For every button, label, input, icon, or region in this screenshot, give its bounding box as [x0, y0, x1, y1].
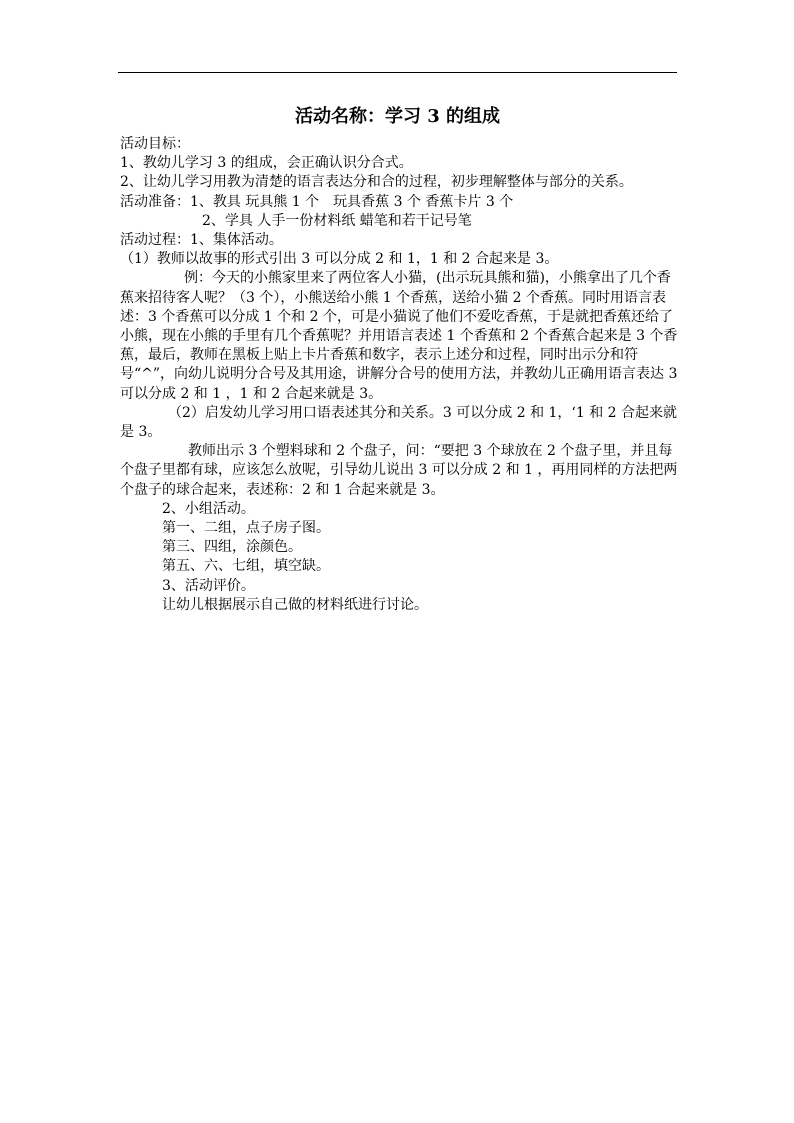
group-1: 第一、二组，点子房子图。: [162, 520, 330, 537]
group-heading: 2、小组活动。: [162, 500, 255, 517]
evaluation-heading: 3、活动评价。: [162, 577, 255, 594]
group-3: 第五、六、七组，填空缺。: [162, 558, 330, 575]
header-rule: [118, 72, 677, 73]
evaluation-text: 让幼儿根据展示自己做的材料纸进行讨论。: [162, 596, 428, 613]
process-heading: 活动过程：1、集体活动。: [120, 232, 283, 249]
step-2: （2）启发幼儿学习用口语表述其分和关系。3 可以分成 2 和 1，‘1 和 2 合起来就是 3。: [120, 404, 678, 441]
prep-line-2: 2、学具 人手一份材料纸 蜡笔和若干记号笔: [202, 212, 472, 229]
prep-line-1: 活动准备：1、教具 玩具熊 1 个 玩具香蕉 3 个 香蕉卡片 3 个: [120, 193, 514, 210]
step-1: （1）教师以故事的形式引出 3 可以分成 2 和 1，1 和 2 合起来是 3。: [120, 251, 559, 268]
document-body: [120, 135, 680, 615]
objectives-heading: 活动目标：: [120, 136, 190, 152]
objective-2: 2、让幼儿学习用教为清楚的语言表达分和合的过程，初步理解整体与部分的关系。: [120, 174, 633, 191]
teacher-paragraph: 教师出示 3 个塑料球和 2 个盘子，问：“要把 3 个球放在 2 个盘子里，并且每个盘子里都有球，应该怎么放呢，引导幼儿说出 3 可以分成 2 和 1 ，再用同样的方法把两个盘子的球合起来，表述称：2 和 1 合起来就是 3。: [120, 443, 678, 498]
example-paragraph: 例：今天的小熊家里来了两位客人小猫，(出示玩具熊和猫)，小熊拿出了几个香蕉来招待客人呢？（3 个），小熊送给小熊 1 个香蕉，送给小猫 2 个香蕉。同时用语言表述：3 个香蕉可以分成 1 个和 2 个，可是小猫说了他们不爱吃香蕉，于是就把香蕉还给了小熊，现在小熊的手里有几个香蕉呢？并用语言表述 1 个香蕉和 2 个香蕉合起来是 3 个香蕉，最后，教师在黑板上贴上卡片香蕉和数字，表示上述分和过程，同时出示分和符号“^”，向幼儿说明分合号及其用途，讲解分合号的使用方法，并教幼儿正确用语言表达 3 可以分成 2 和 1 ，1 和 2 合起来就是 3。: [120, 270, 678, 402]
group-2: 第三、四组，涂颜色。: [162, 539, 302, 556]
document-title: 活动名称：学习 3 的组成: [294, 106, 501, 127]
objective-1: 1、教幼儿学习 3 的组成，会正确认识分合式。: [120, 155, 413, 172]
